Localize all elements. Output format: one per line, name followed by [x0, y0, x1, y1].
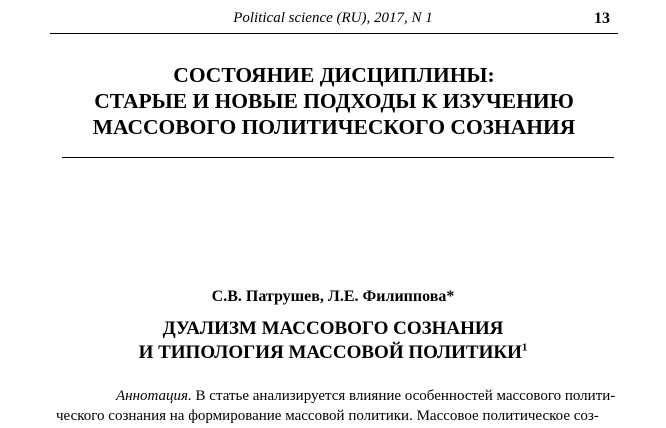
- footnote-mark: 1: [521, 341, 528, 354]
- article-title: [0, 317, 666, 365]
- abstract-line: [56, 386, 616, 406]
- running-head: Political science (RU), 2017, N 1: [233, 10, 433, 26]
- article-title-line: ДУАЛИЗМ МАССОВОГО СОЗНАНИЯ: [162, 318, 504, 339]
- section-rule: [62, 157, 614, 158]
- article-title-line: [0, 341, 666, 365]
- article-title-text: И ТИПОЛОГИЯ МАССОВОЙ ПОЛИТИКИ: [138, 342, 522, 363]
- section-title-line: СТАРЫЕ И НОВЫЕ ПОДХОДЫ К ИЗУЧЕНИЮ: [94, 89, 574, 113]
- article-authors: С.В. Патрушев, Л.Е. Филиппова*: [211, 288, 455, 305]
- abstract-label: Аннотация.: [116, 388, 192, 404]
- section-title-line: СОСТОЯНИЕ ДИСЦИПЛИНЫ:: [173, 63, 495, 87]
- abstract-line: ческого сознания на формирование массовой политики. Массовое политическое соз-: [56, 408, 599, 424]
- header-rule: [50, 33, 618, 34]
- section-title: [50, 62, 618, 140]
- abstract-text: В статье анализируется влияние особенностей массового полити-: [191, 388, 616, 404]
- section-title-line: МАССОВОГО ПОЛИТИЧЕСКОГО СОЗНАНИЯ: [92, 115, 576, 139]
- abstract: [56, 386, 616, 426]
- page-number: 13: [594, 10, 610, 27]
